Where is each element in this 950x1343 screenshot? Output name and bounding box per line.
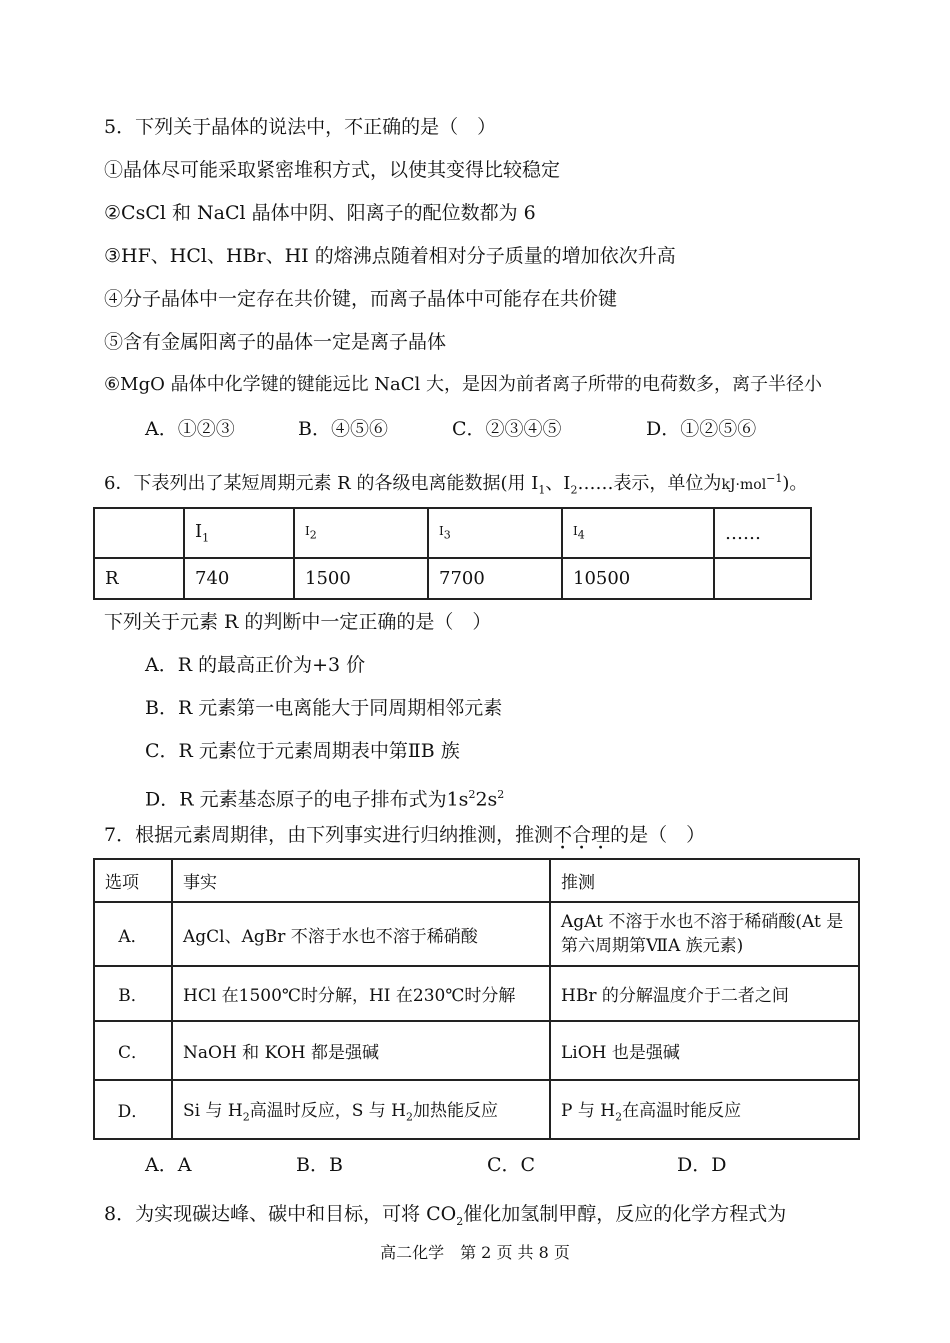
table-header-row: [94, 508, 811, 558]
q5-stem: 5．下列关于晶体的说法中，不正确的是（ ）: [104, 116, 497, 138]
q6-option-a: A．R 的最高正价为+3 价: [145, 654, 366, 676]
table-row: [94, 558, 811, 599]
periodic-law-table: [93, 858, 860, 1140]
table-cell: 7700: [428, 558, 562, 599]
table-row: [94, 1080, 859, 1139]
table-cell: C．: [94, 1021, 172, 1080]
q5-option-d: D．①②⑤⑥: [646, 418, 757, 440]
table-header-cell: $I_2$: [294, 508, 428, 558]
table-header-cell: $I_3$: [428, 508, 562, 558]
table-cell: HCl 在1500℃时分解，HI 在230℃时分解: [172, 966, 550, 1021]
table-header-cell: [94, 508, 184, 558]
q5-option-a: A．①②③: [145, 418, 235, 440]
q6-stem: 6．下表列出了某短周期元素 R 的各级电离能数据(用 $I_1$、$I_2\dots\dots$表示，单位为kJ·mol$^{-1}$)。: [104, 472, 808, 497]
table-cell: AgCl、AgBr 不溶于水也不溶于稀硝酸: [172, 902, 550, 966]
table-header-cell: $I_1$: [184, 508, 294, 558]
q6-option-d: D．R 元素基态原子的电子排布式为$1s^22s^2$: [145, 788, 505, 811]
table-cell: 1500: [294, 558, 428, 599]
q5-option-c: C．②③④⑤: [452, 418, 562, 440]
table-cell: A．: [94, 902, 172, 966]
q7-stem: 7．根据元素周期律，由下列事实进行归纳推测，推测不合理的是（ ）: [104, 824, 706, 846]
table-cell: 10500: [562, 558, 714, 599]
table-header-row: [94, 859, 859, 902]
q5-item-3: ③HF、HCl、HBr、HI 的熔沸点随着相对分子质量的增加依次升高: [104, 245, 676, 267]
q7-option-c: C．C: [487, 1154, 536, 1176]
table-row: [94, 1021, 859, 1080]
table-cell: Si 与 $H_2$高温时反应，S 与 $H_2$加热能反应: [172, 1080, 550, 1139]
table-cell: P 与 $H_2$在高温时能反应: [550, 1080, 859, 1139]
table-header-cell: 事实: [172, 859, 550, 902]
page-footer: 高二化学 第 2 页 共 8 页: [380, 1243, 570, 1262]
q5-item-6: ⑥MgO 晶体中化学键的键能远比 NaCl 大，是因为前者离子所带的电荷数多，离子半径小: [104, 374, 823, 395]
q7-option-d: D．D: [677, 1154, 727, 1176]
table-cell: D．: [94, 1080, 172, 1139]
table-cell: NaOH 和 KOH 都是强碱: [172, 1021, 550, 1080]
q6-option-c: C．R 元素位于元素周期表中第ⅡB 族: [145, 740, 460, 762]
table-header-cell: 推测: [550, 859, 859, 902]
q5-item-4: ④分子晶体中一定存在共价键，而离子晶体中可能存在共价键: [104, 288, 618, 310]
q7-option-a: A．A: [145, 1154, 192, 1176]
table-row: [94, 966, 859, 1021]
q5-item-2: ②CsCl 和 NaCl 晶体中阴、阳离子的配位数都为 6: [104, 202, 536, 224]
table-header-cell: ……: [714, 508, 811, 558]
q8-stem: 8．为实现碳达峰、碳中和目标，可将 $CO_2$催化加氢制甲醇，反应的化学方程式为: [104, 1203, 787, 1228]
q7-option-b: B．B: [296, 1154, 343, 1176]
table-header-cell: $I_4$: [562, 508, 714, 558]
q5-option-b: B．④⑤⑥: [298, 418, 388, 440]
table-cell: 740: [184, 558, 294, 599]
table-cell: LiOH 也是强碱: [550, 1021, 859, 1080]
table-cell: AgAt 不溶于水也不溶于稀硝酸(At 是第六周期第ⅦA 族元素): [550, 902, 859, 966]
unit-label: kJ·mol: [721, 477, 767, 493]
q6-question: 下列关于元素 R 的判断中一定正确的是（ ）: [104, 611, 492, 633]
table-header-cell: 选项: [94, 859, 172, 902]
q5-item-1: ①晶体尽可能采取紧密堆积方式，以使其变得比较稳定: [104, 159, 561, 181]
table-cell: R: [94, 558, 184, 599]
table-cell: [714, 558, 811, 599]
table-cell: HBr 的分解温度介于二者之间: [550, 966, 859, 1021]
table-cell: B．: [94, 966, 172, 1021]
q6-option-b: B．R 元素第一电离能大于同周期相邻元素: [145, 697, 503, 719]
q5-item-5: ⑤含有金属阳离子的晶体一定是离子晶体: [104, 331, 447, 353]
ionization-energy-table: [93, 507, 812, 600]
table-row: [94, 902, 859, 966]
